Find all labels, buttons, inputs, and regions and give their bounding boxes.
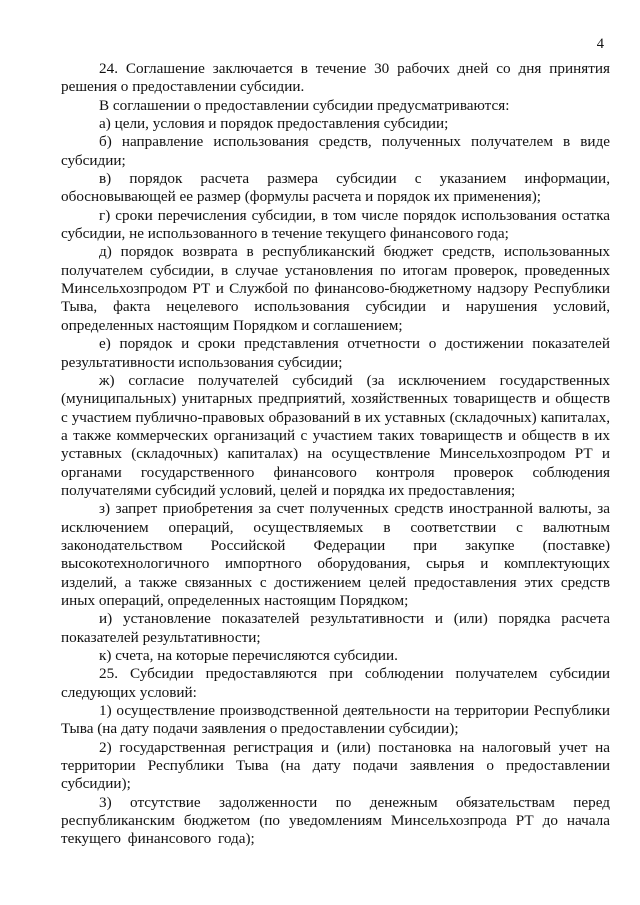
list-item-g: г) сроки перечисления субсидии, в том числе порядок использования остатка субсидии, не использованного в течение текущего финансового года; bbox=[61, 206, 610, 243]
list-item-b: б) направление использования средств, полученных получателем в виде субсидии; bbox=[61, 133, 610, 169]
list-item-v: в) порядок расчета размера субсидии с указанием информации, обосновывающей ее размер (формулы расчета и порядок их применения); bbox=[61, 170, 610, 206]
list-item-zh: ж) согласие получателей субсидий (за исключением государственных (муниципальных) унитарных предприятий, хозяйственных товариществ и обществ с участием публично-правовых образований в их уставных (складочных) капиталах, а также коммерческих организаций с участием таких товариществ и обществ в их уставных (складочных) капиталах) на осуществление Минсельхозпродом РТ и органами государственного финансового контроля проверок соблюдения получателями субсидий условий, целей и порядка их предоставления; bbox=[61, 371, 610, 499]
list-item-i: и) установление показателей результативности и (или) порядка расчета показателей результативности; bbox=[61, 610, 610, 646]
page-number: 4 bbox=[596, 36, 604, 52]
document-body bbox=[61, 60, 610, 849]
list-item-k: к) счета, на которые перечисляются субсидии. bbox=[99, 647, 398, 664]
condition-item-2: 2) государственная регистрация и (или) постановка на налоговый учет на территории Республики Тыва (на дату подачи заявления о предоставлении субсидии); bbox=[61, 738, 610, 793]
condition-item-1: 1) осуществление производственной деятельности на территории Республики Тыва (на дату подачи заявления о предоставлении субсидии); bbox=[61, 702, 610, 738]
list-item-a: а) цели, условия и порядок предоставления субсидии; bbox=[99, 115, 449, 133]
paragraph-agreement-contents-intro: В соглашении о предоставлении субсидии предусматриваются: bbox=[99, 96, 510, 114]
list-item-d: д) порядок возврата в республиканский бюджет средств, использованных получателем субсидии, в случае установления по итогам проверок, проведенных Минсельхозпродом РТ и Службой по финансово-бюджетному надзору Республики Тыва, факта нецелевого использования субсидии и нарушения условий, определенных настоящим Порядком и соглашением; bbox=[61, 243, 610, 334]
list-item-z: з) запрет приобретения за счет полученных средств иностранной валюты, за исключением операций, осуществляемых в соответствии с валютным законодательством Российской Федерации при закупке (поставке) высокотехнологичного импортного оборудования, сырья и комплектующих изделий, а также связанных с достижением целей предоставления этих средств иных операций, определенных настоящим Порядком; bbox=[61, 500, 610, 609]
list-item-e: е) порядок и сроки представления отчетности о достижении показателей результативности использования субсидии; bbox=[61, 335, 610, 371]
condition-item-3: 3) отсутствие задолженности по денежным обязательствам перед республиканским бюджетом (по уведомлениям Минсельхозпрода РТ до начала текущего финансового года); bbox=[61, 793, 610, 848]
paragraph-25-conditions-intro: 25. Субсидии предоставляются при соблюдении получателем субсидии следующих условий: bbox=[61, 665, 610, 701]
paragraph-24-agreement-term: 24. Соглашение заключается в течение 30 рабочих дней со дня принятия решения о предоставлении субсидии. bbox=[61, 60, 610, 96]
